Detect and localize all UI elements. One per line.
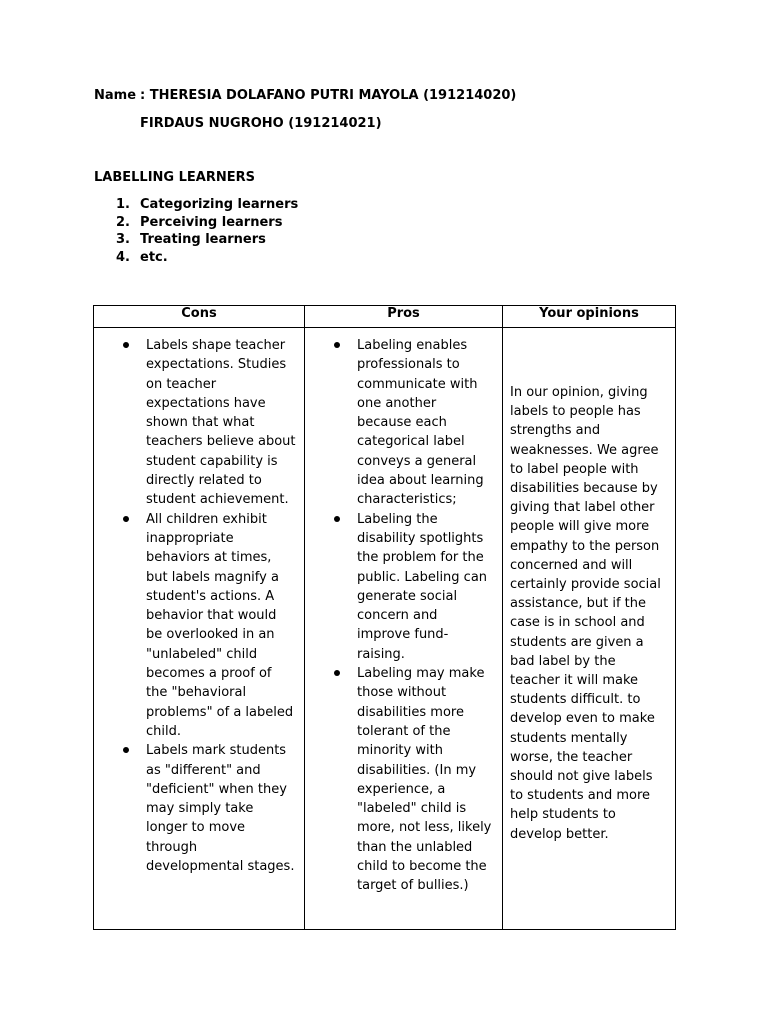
student-names-block (94, 87, 516, 133)
pros-cons-table (93, 305, 676, 930)
pros-item: Labeling may make those without disabilities more tolerant of the minority with disabilities. (In my experience, a "labeled" child is more, not less, likely than the unlabled child to become the target of bullies.) (305, 664, 502, 896)
numbered-list (116, 196, 298, 267)
list-item-number: 3. (116, 232, 130, 248)
opinion-cell (503, 328, 676, 930)
cons-item: Labels mark students as "different" and "deficient" when they may simply take longer to move through developmental stages. (94, 741, 304, 876)
opinions-header: Your opinions (503, 306, 676, 328)
list-item-number: 1. (116, 197, 130, 212)
table-body-row (94, 328, 676, 930)
list-item (116, 214, 298, 232)
list-item-number: 2. (116, 214, 130, 230)
list-item (116, 231, 298, 249)
pros-cell (305, 328, 503, 930)
cons-item: Labels shape teacher expectations. Studies on teacher expectations have shown that what teachers believe about student capability is directly related to student achievement. (94, 336, 304, 510)
cons-list (94, 336, 304, 876)
list-item (116, 196, 298, 214)
cons-header: Cons (94, 306, 305, 328)
cons-item: All children exhibit inappropriate behaviors at times, but labels magnify a student's actions. A behavior that would be overlooked in an "unlabeled" child becomes a proof of the "behavioral problems" of a labeled child. (94, 510, 304, 742)
cons-cell (94, 328, 305, 930)
section-title: LABELLING LEARNERS (94, 170, 255, 185)
student-name-2: FIRDAUS NUGROHO (191214021) (140, 116, 382, 131)
pros-item: Labeling enables professionals to communicate with one another because each categorical label conveys a general idea about learning characteristics; (305, 336, 502, 510)
list-item-text: Treating learners (140, 232, 266, 248)
name-label: Name (94, 88, 137, 103)
table-header-row (94, 306, 676, 328)
opinion-text: In our opinion, giving labels to people has strengths and weaknesses. We agree to label people with disabilities because by giving that label other people will give more empathy to the person concerned and will certainly provide social assistance, but if the case is in school and students are given a bad label by the teacher it will make students difficult. to develop even to make students mentally worse, the teacher should not give labels to students and more help students to develop better. (510, 385, 661, 842)
pros-item: Labeling the disability spotlights the problem for the public. Labeling can generate social concern and improve fund-raising. (305, 510, 502, 664)
list-item-text: Perceiving learners (140, 214, 283, 230)
list-item-number: 4. (116, 250, 130, 266)
pros-header: Pros (305, 306, 503, 328)
pros-list (305, 336, 502, 896)
list-item (116, 249, 298, 267)
list-item-text: Categorizing learners (140, 197, 299, 212)
name-row (94, 87, 516, 105)
student-name-1: : THERESIA DOLAFANO PUTRI MAYOLA (191214020) (140, 88, 517, 103)
list-item-text: etc. (140, 250, 168, 266)
